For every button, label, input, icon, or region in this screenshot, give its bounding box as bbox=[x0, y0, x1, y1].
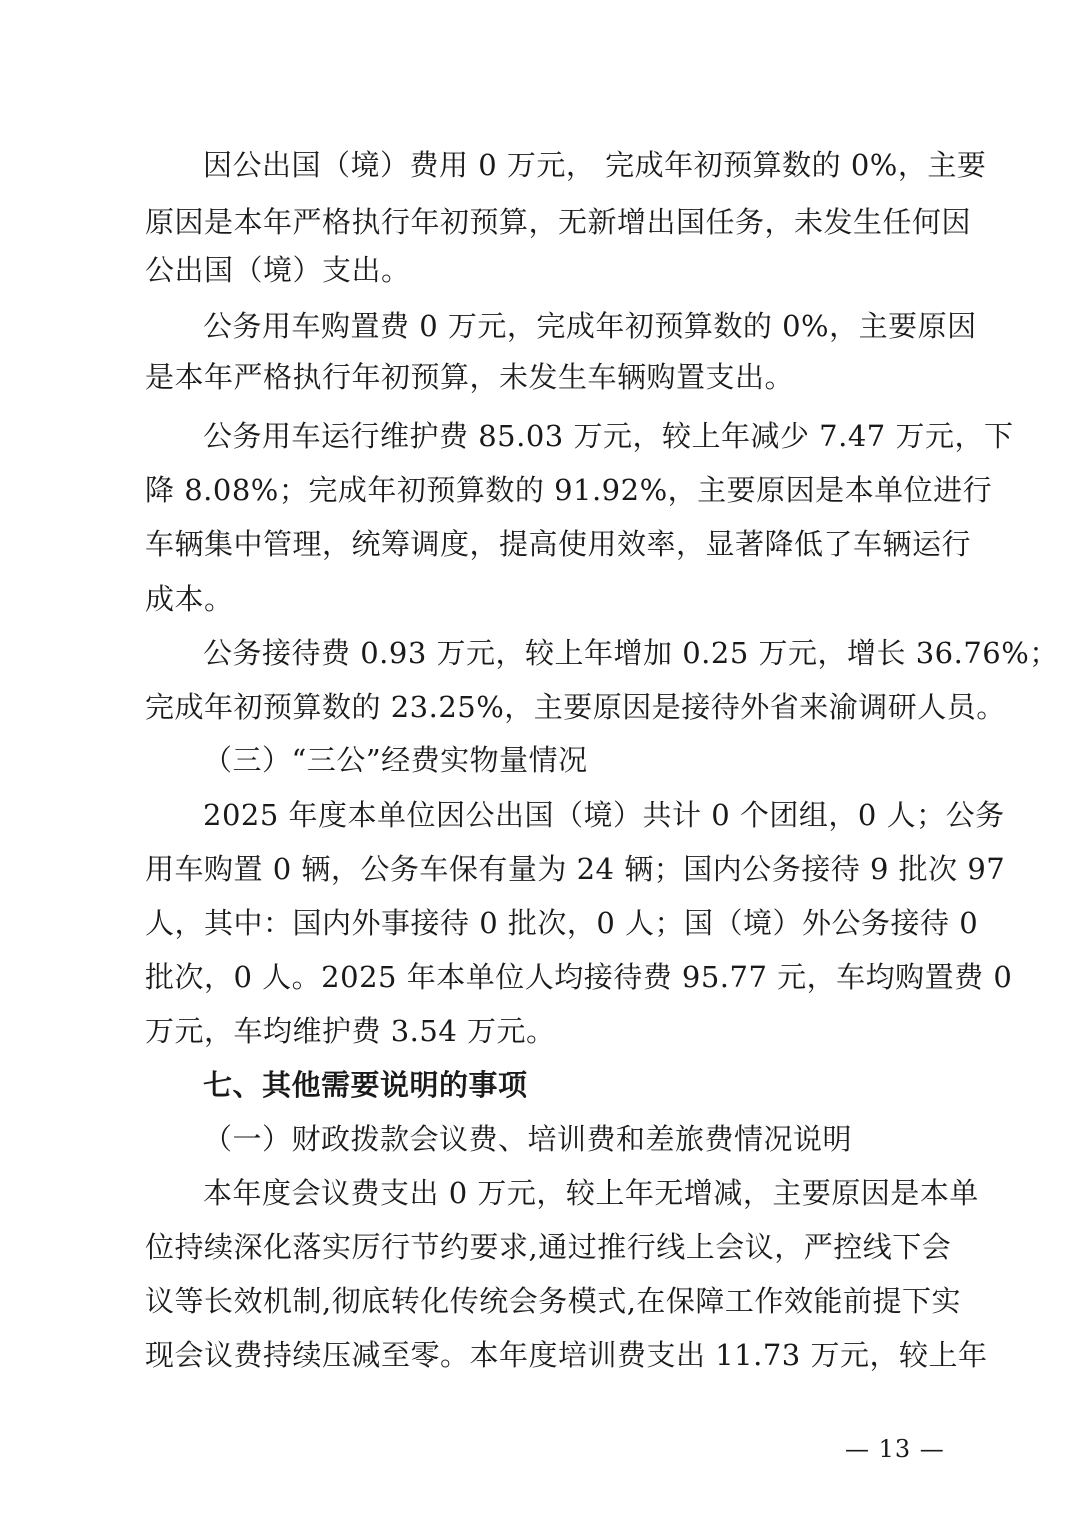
text-line: 议等长效机制,彻底转化传统会务模式,在保障工作效能前提下实 bbox=[145, 1284, 961, 1318]
text-line: 原因是本年严格执行年初预算，无新增出国任务，未发生任何因 bbox=[145, 205, 972, 239]
text-line: 公务用车运行维护费 85.03 万元，较上年减少 7.47 万元，下 bbox=[203, 419, 1014, 453]
subsection-heading: （一）财政拨款会议费、培训费和差旅费情况说明 bbox=[203, 1122, 853, 1156]
text-line: 公务用车购置费 0 万元，完成年初预算数的 0%，主要原因 bbox=[203, 309, 977, 343]
text-line: 公务接待费 0.93 万元，较上年增加 0.25 万元，增长 36.76%； bbox=[203, 636, 1059, 670]
text-line: 位持续深化落实厉行节约要求,通过推行线上会议，严控线下会 bbox=[145, 1230, 952, 1264]
section-heading: （三）“三公”经费实物量情况 bbox=[203, 743, 588, 777]
text-line: 2025 年度本单位因公出国（境）共计 0 个团组，0 人；公务 bbox=[203, 798, 1005, 832]
chapter-heading: 七、其他需要说明的事项 bbox=[203, 1068, 528, 1102]
text-line: 公出国（境）支出。 bbox=[145, 253, 411, 287]
text-line: 因公出国（境）费用 0 万元， 完成年初预算数的 0%，主要 bbox=[203, 148, 987, 182]
text-line: 用车购置 0 辆，公务车保有量为 24 辆；国内公务接待 9 批次 97 bbox=[145, 852, 1006, 886]
text-line: 本年度会议费支出 0 万元，较上年无增减，主要原因是本单 bbox=[203, 1176, 979, 1210]
text-line: 车辆集中管理，统筹调度，提高使用效率，显著降低了车辆运行 bbox=[145, 527, 972, 561]
text-line: 批次，0 人。2025 年本单位人均接待费 95.77 元，车均购置费 0 bbox=[145, 960, 1013, 994]
text-line: 是本年严格执行年初预算，未发生车辆购置支出。 bbox=[145, 360, 795, 394]
page-number: — 13 — bbox=[845, 1435, 945, 1463]
text-line: 现会议费持续压减至零。本年度培训费支出 11.73 万元，较上年 bbox=[145, 1338, 988, 1372]
text-line: 降 8.08%；完成年初预算数的 91.92%，主要原因是本单位进行 bbox=[145, 473, 993, 507]
text-line: 完成年初预算数的 23.25%，主要原因是接待外省来渝调研人员。 bbox=[145, 690, 1006, 724]
text-line: 人，其中：国内外事接待 0 批次，0 人；国（境）外公务接待 0 bbox=[145, 906, 979, 940]
text-line: 万元，车均维护费 3.54 万元。 bbox=[145, 1014, 556, 1048]
text-line: 成本。 bbox=[145, 582, 234, 616]
